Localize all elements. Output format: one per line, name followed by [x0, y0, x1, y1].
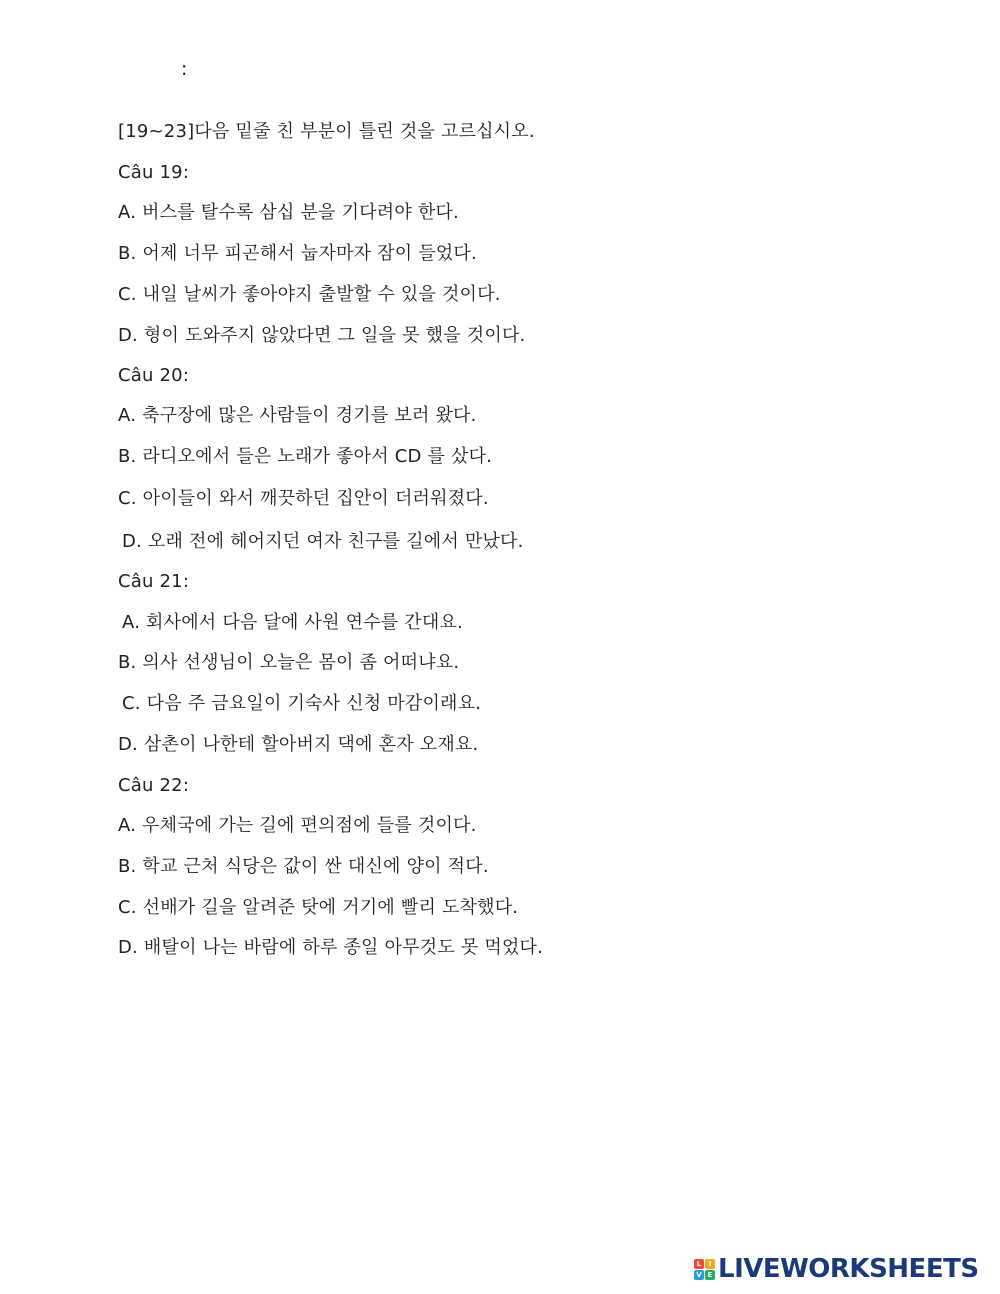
liveworksheets-logo[interactable] [694, 1254, 979, 1284]
question-option: A. 축구장에 많은 사람들이 경기를 보러 왔다. [118, 405, 477, 426]
question-option: C. 선배가 길을 알려준 탓에 거기에 빨리 도착했다. [118, 897, 519, 918]
question-option: D. 배탈이 나는 바람에 하루 종일 아무것도 못 먹었다. [118, 937, 544, 958]
question-option: A. 회사에서 다음 달에 사원 연수를 간대요. [122, 612, 463, 633]
question-option: A. 우체국에 가는 길에 편의점에 들를 것이다. [118, 815, 477, 836]
question-option: B. 라디오에서 들은 노래가 좋아서 CD 를 샀다. [118, 446, 493, 467]
question-option: C. 아이들이 와서 깨끗하던 집안이 더러워졌다. [118, 488, 489, 509]
logo-mark-letter: V [694, 1270, 704, 1280]
question-option: C. 다음 주 금요일이 기숙사 신청 마감이래요. [122, 693, 482, 714]
liveworksheets-logo-icon [694, 1259, 715, 1280]
question-option: D. 오래 전에 헤어지던 여자 친구를 길에서 만났다. [122, 531, 524, 552]
question-option: D. 삼촌이 나한테 할아버지 댁에 혼자 오재요. [118, 734, 479, 755]
logo-mark-letter: E [705, 1270, 715, 1280]
question-option: C. 내일 날씨가 좋아야지 출발할 수 있을 것이다. [118, 284, 501, 305]
question-option: B. 어제 너무 피곤해서 눕자마자 잠이 들었다. [118, 243, 477, 264]
question-option: D. 형이 도와주지 않았다면 그 일을 못 했을 것이다. [118, 325, 526, 346]
question-label: Câu 21: [118, 571, 190, 592]
instruction-text: [19~23]다음 밑줄 친 부분이 틀린 것을 고르십시오. [118, 121, 535, 142]
logo-mark-letter: I [705, 1259, 715, 1269]
question-option: A. 버스를 탈수록 삼십 분을 기다려야 한다. [118, 202, 459, 223]
question-option: B. 의사 선생님이 오늘은 몸이 좀 어떠냐요. [118, 652, 460, 673]
question-label: Câu 19: [118, 162, 190, 183]
logo-mark-letter: L [694, 1259, 704, 1269]
question-label: Câu 20: [118, 365, 190, 386]
logo-text: LIVEWORKSHEETS [718, 1254, 979, 1284]
header-colon: : [181, 58, 188, 80]
question-option: B. 학교 근처 식당은 값이 싼 대신에 양이 적다. [118, 856, 489, 877]
question-label: Câu 22: [118, 775, 190, 796]
